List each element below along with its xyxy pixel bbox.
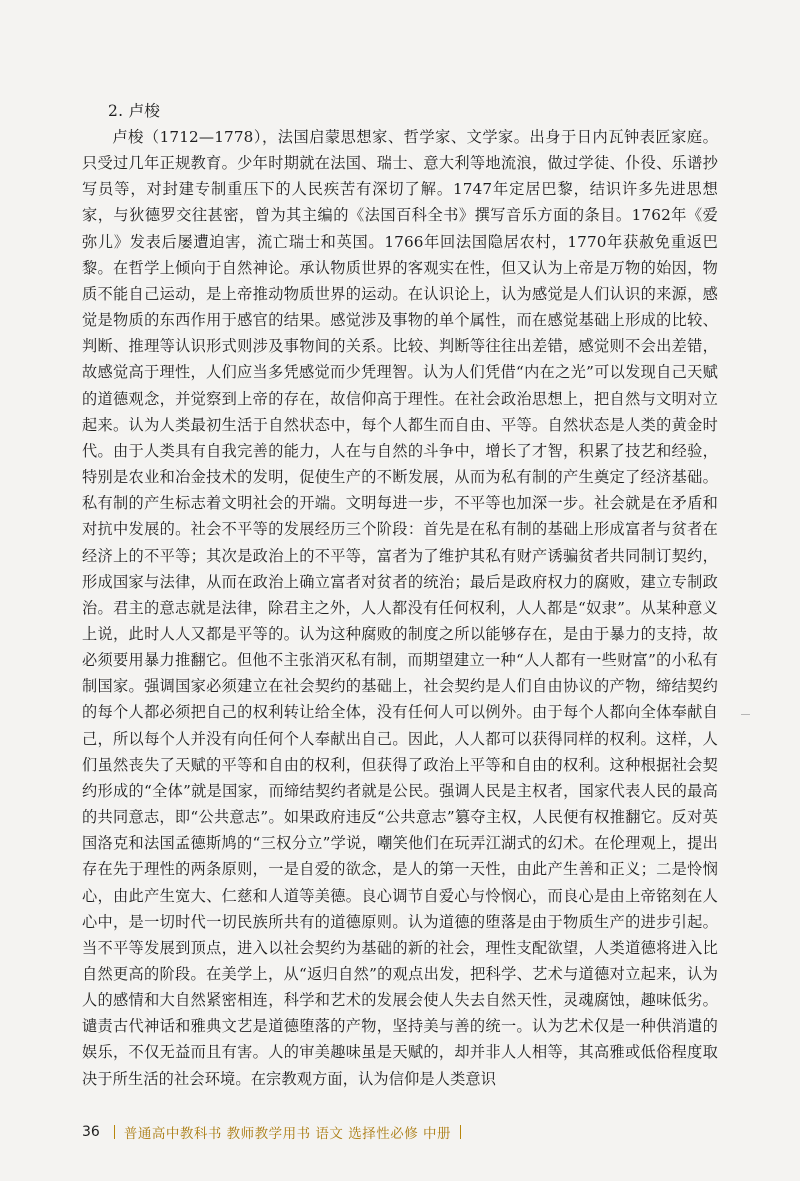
page-footer — [82, 1121, 461, 1143]
section-heading: 2. 卢梭 — [108, 102, 161, 120]
footer-book-title: 普通高中教科书 教师教学用书 语文 选择性必修 中册 — [123, 1126, 451, 1142]
page-number: 36 — [82, 1124, 100, 1140]
footer-divider-end — [460, 1125, 461, 1139]
body-paragraph: 卢梭（1712—1778），法国启蒙思想家、哲学家、文学家。出身于日内瓦钟表匠家庭。只受过几年正规教育。少年时期就在法国、瑞士、意大利等地流浪，做过学徒、仆役、乐谱抄写员等，对封建专制重压下的人民疾苦有深切了解。1747年定居巴黎，结识许多先进思想家，与狄德罗交往甚密，曾为其主编的《法国百科全书》撰写音乐方面的条目。1762年《爱弥儿》发表后屡遭迫害，流亡瑞士和英国。1766年回法国隐居农村，1770年获赦免重返巴黎。在哲学上倾向于自然神论。承认物质世界的客观实在性，但又认为上帝是万物的始因，物质不能自己运动，是上帝推动物质世界的运动。在认识论上，认为感觉是人们认识的来源，感觉是物质的东西作用于感官的结果。感觉涉及事物的单个属性，而在感觉基础上形成的比较、判断、推理等认识形式则涉及事物间的关系。比较、判断等往往出差错，感觉则不会出差错，故感觉高于理性，人们应当多凭感觉而少凭理智。认为人们凭借“内在之光”可以发现自己天赋的道德观念，并觉察到上帝的存在，故信仰高于理性。在社会政治思想上，把自然与文明对立起来。认为人类最初生活于自然状态中，每个人都生而自由、平等。自然状态是人类的黄金时代。由于人类具有自我完善的能力，人在与自然的斗争中，增长了才智，积累了技艺和经验，特别是农业和冶金技术的发明，促使生产的不断发展，从而为私有制的产生奠定了经济基础。私有制的产生标志着文明社会的开端。文明每进一步，不平等也加深一步。社会就是在矛盾和对抗中发展的。社会不平等的发展经历三个阶段：首先是在私有制的基础上形成富者与贫者在经济上的不平等；其次是政治上的不平等，富者为了维护其私有财产诱骗贫者共同制订契约，形成国家与法律，从而在政治上确立富者对贫者的统治；最后是政府权力的腐败，建立专制政治。君主的意志就是法律，除君主之外，人人都没有任何权利，人人都是“奴隶”。从某种意义上说，此时人人又都是平等的。认为这种腐败的制度之所以能够存在，是由于暴力的支持，故必须要用暴力推翻它。但他不主张消灭私有制，而期望建立一种“人人都有一些财富”的小私有制国家。强调国家必须建立在社会契约的基础上，社会契约是人们自由协议的产物，缔结契约的每个人都必须把自己的权利转让给全体，没有任何人可以例外。由于每个人都向全体奉献自己，所以每个人并没有向任何个人奉献出自己。因此，人人都可以获得同样的权利。这样，人们虽然丧失了天赋的平等和自由的权利，但获得了政治上平等和自由的权利。这种根据社会契约形成的“全体”就是国家，而缔结契约者就是公民。强调人民是主权者，国家代表人民的最高的共同意志，即“公共意志”。如果政府违反“公共意志”篡夺主权，人民便有权推翻它。反对英国洛克和法国孟德斯鸠的“三权分立”学说，嘲笑他们在玩弄江湖式的幻术。在伦理观上，提出存在先于理性的两条原则，一是自爱的欲念，是人的第一天性，由此产生善和正义；二是怜悯心，由此产生宽大、仁慈和人道等美德。良心调节自爱心与怜悯心，而良心是由上帝铭刻在人心中，是一切时代一切民族所共有的道德原则。认为道德的堕落是由于物质生产的进步引起。当不平等发展到顶点，进入以社会契约为基础的新的社会，理性支配欲望，人类道德将进入比自然更高的阶段。在美学上，从“返归自然”的观点出发，把科学、艺术与道德对立起来，认为人的感情和大自然紧密相连，科学和艺术的发展会使人失去自然天性，灵魂腐蚀，趣味低劣。谴责古代神话和雅典文艺是道德堕落的产物，坚持美与善的统一。认为艺术仅是一种供消遣的娱乐，不仅无益而且有害。人的审美趣味虽是天赋的，却并非人人相等，其高雅或低俗程度取决于所生活的社会环境。在宗教观方面，认为信仰是人类意识 — [82, 128, 718, 1088]
scan-artifact-mark — [741, 714, 750, 715]
footer-divider — [114, 1125, 115, 1139]
